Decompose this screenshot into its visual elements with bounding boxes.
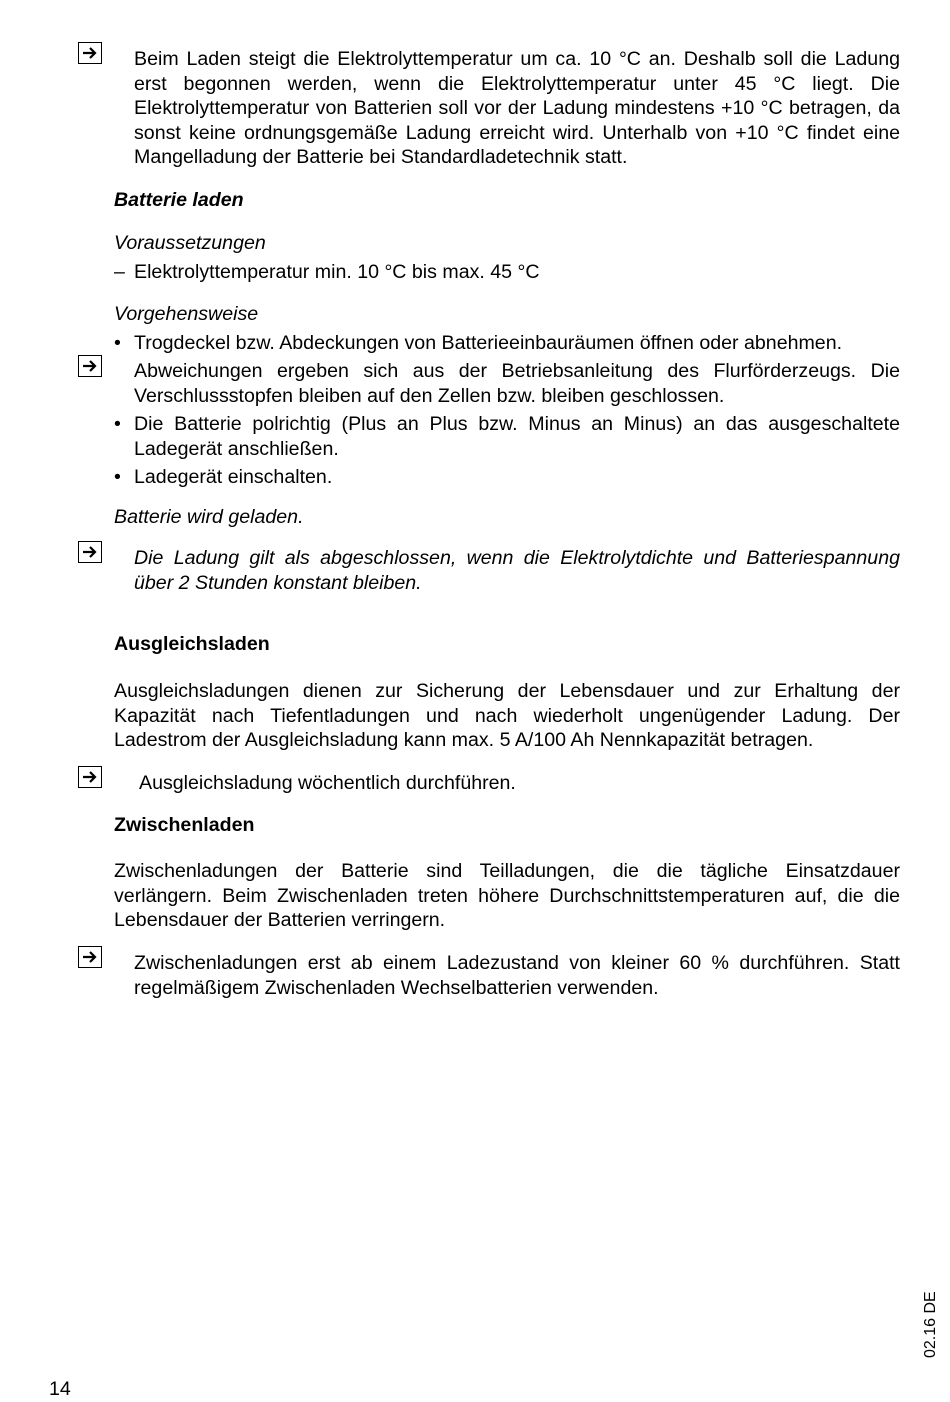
subheading-voraussetzungen: Voraussetzungen xyxy=(114,232,266,254)
section-heading: Zwischenladen xyxy=(114,814,255,836)
bullet-marker: • xyxy=(114,466,121,488)
note-text: Beim Laden steigt die Elektrolyttemperatur um ca. 10 °C an. Deshalb soll die Ladung erst begonnen werden, wenn die Elektrolyttemperatur unter 45 °C liegt. Die Elektrolyttemperatur von Batterien soll vor der Ladung mindestens +10 °C betragen, da sonst keine ordnungsgemäße Ladung erreicht wird. Unterhalb von +10 °C findet eine Mangelladung der Batterie bei Standardladetechnik statt. xyxy=(134,48,900,168)
bullet-marker: • xyxy=(114,332,121,354)
note-arrow-icon xyxy=(78,355,102,377)
dash-marker: – xyxy=(114,261,125,283)
note-text: Ausgleichsladung wöchentlich durchführen. xyxy=(139,772,516,794)
list-item-text: Die Batterie polrichtig (Plus an Plus bzw. Minus an Minus) an das ausgeschaltete Ladegerät anschließen. xyxy=(134,413,900,460)
note-arrow-icon xyxy=(78,766,102,788)
section-heading: Batterie laden xyxy=(114,189,244,211)
document-code: 02.16 DE xyxy=(922,1291,939,1358)
result-text: Batterie wird geladen. xyxy=(114,506,304,528)
note-arrow-icon xyxy=(78,541,102,563)
note-text: Zwischenladungen erst ab einem Ladezustand von kleiner 60 % durchführen. Statt regelmäßigem Zwischenladen Wechselbatterien verwenden. xyxy=(134,952,900,999)
page-number: 14 xyxy=(49,1378,71,1400)
bullet-marker: • xyxy=(114,413,121,435)
list-item-text: Elektrolyttemperatur min. 10 °C bis max. 45 °C xyxy=(134,261,540,283)
note-text: Die Ladung gilt als abgeschlossen, wenn die Elektrolytdichte und Batteriespannung über 2 Stunden konstant bleiben. xyxy=(134,547,900,594)
list-item-text: Trogdeckel bzw. Abdeckungen von Batterieeinbauräumen öffnen oder abnehmen. xyxy=(134,332,843,354)
list-item-text: Ladegerät einschalten. xyxy=(134,466,333,488)
note-arrow-icon xyxy=(78,42,102,64)
section-body: Ausgleichsladungen dienen zur Sicherung der Lebensdauer und zur Erhaltung der Kapazität nach Tiefentladungen und nach wiederholt ungenügender Ladung. Der Ladestrom der Ausgleichsladung kann max. 5 A/100 Ah Nennkapazität betragen. xyxy=(114,680,900,751)
section-heading: Ausgleichsladen xyxy=(114,633,270,655)
section-body: Zwischenladungen der Batterie sind Teilladungen, die die tägliche Einsatzdauer verlängern. Beim Zwischenladen treten höhere Durchschnittstemperaturen auf, die die Lebensdauer der Batterien verringern. xyxy=(114,860,900,931)
subheading-vorgehensweise: Vorgehensweise xyxy=(114,303,259,325)
note-arrow-icon xyxy=(78,946,102,968)
note-text: Abweichungen ergeben sich aus der Betriebsanleitung des Flurförderzeugs. Die Verschlussstopfen bleiben auf den Zellen bzw. bleiben geschlossen. xyxy=(134,360,900,407)
